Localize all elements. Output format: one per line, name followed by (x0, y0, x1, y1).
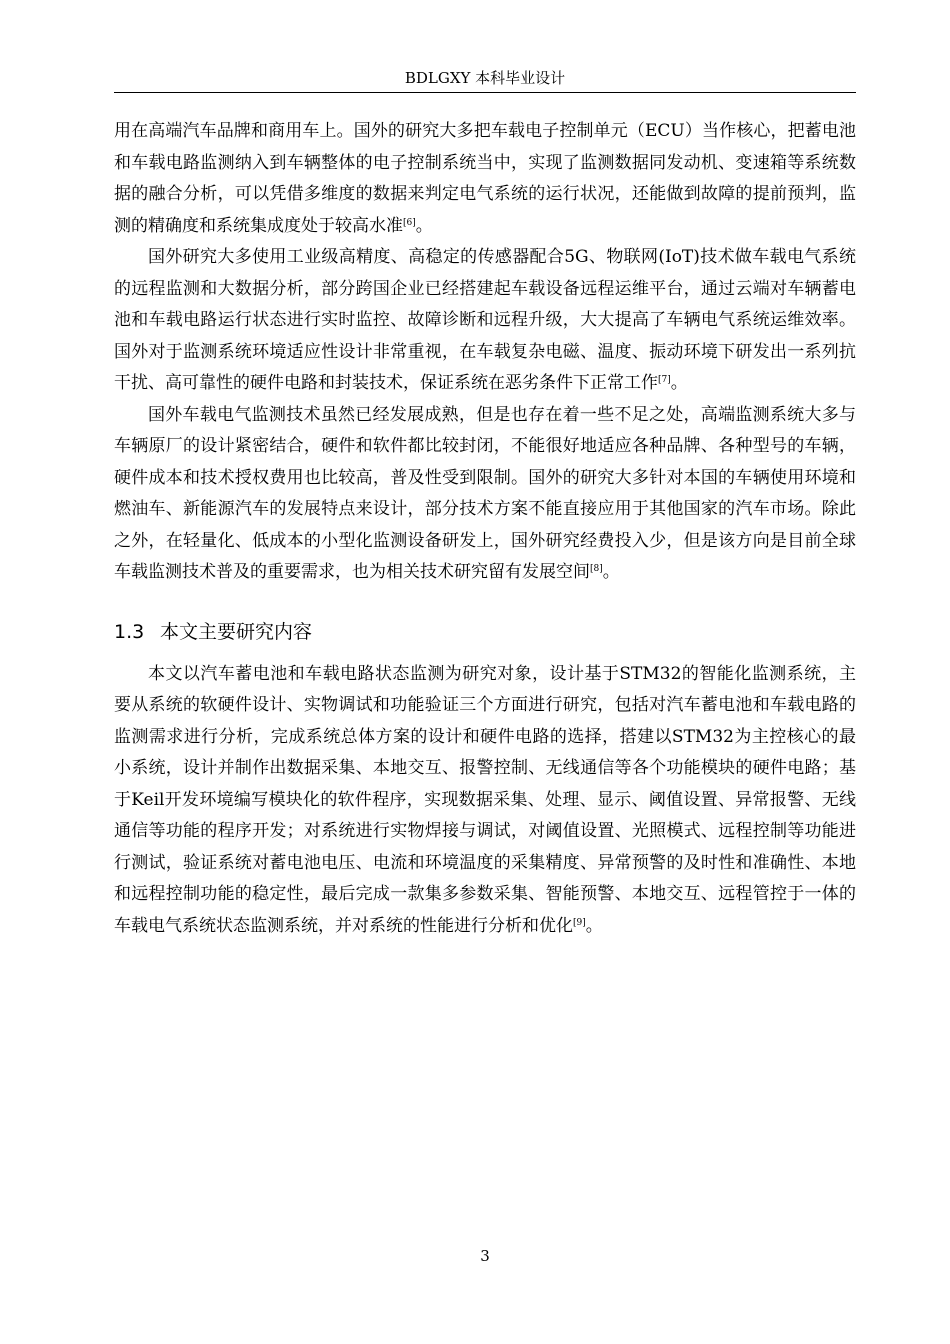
paragraph-end: 。 (670, 373, 688, 393)
section-heading (114, 619, 856, 645)
citation: [8] (590, 564, 603, 574)
paragraph-end: 。 (602, 562, 620, 582)
page-body (114, 116, 856, 942)
section-number: 1.3 (114, 620, 145, 643)
paragraph-end: 。 (585, 915, 603, 936)
section-title: 本文主要研究内容 (160, 620, 313, 643)
paragraph-end: 。 (415, 215, 433, 236)
body-paragraph (114, 659, 856, 943)
body-paragraph (114, 400, 856, 589)
paragraph-text: 国外研究大多使用工业级高精度、高稳定的传感器配合5G、物联网(IoT)技术做车载电气系统的远程监测和大数据分析，部分跨国企业已经搭建起车载设备远程运维平台，通过云端对车辆蓄电池和车载电路运行状态进行实时监控、故障诊断和远程升级，大大提高了车辆电气系统运维效率。国外对于监测系统环境适应性设计非常重视，在车载复杂电磁、温度、振动环境下研发出一系列抗干扰、高可靠性的硬件电路和封装技术，保证系统在恶劣条件下正常工作 (114, 247, 856, 393)
paragraph-text: 本文以汽车蓄电池和车载电路状态监测为研究对象，设计基于STM32的智能化监测系统，主要从系统的软硬件设计、实物调试和功能验证三个方面进行研究，包括对汽车蓄电池和车载电路的监测需求进行分析，完成系统总体方案的设计和硬件电路的选择，搭建以STM32为主控核心的最小系统，设计并制作出数据采集、本地交互、报警控制、无线通信等各个功能模块的硬件电路；基于Keil开发环境编写模块化的软件程序，实现数据采集、处理、显示、阈值设置、异常报警、无线通信等功能的程序开发；对系统进行实物焊接与调试，对阈值设置、光照模式、远程控制等功能进行测试，验证系统对蓄电池电压、电流和环境温度的采集精度、异常预警的及时性和准确性、本地和远程控制功能的稳定性，最后完成一款集多参数采集、智能预警、本地交互、远程管控于一体的车载电气系统状态监测系统，并对系统的性能进行分析和优化 (114, 663, 856, 936)
citation: [6] (403, 217, 416, 228)
body-paragraph (114, 242, 856, 400)
citation: [7] (658, 375, 671, 385)
paragraph-text: 用在高端汽车品牌和商用车上。国外的研究大多把车载电子控制单元（ECU）当作核心，把蓄电池和车载电路监测纳入到车辆整体的电子控制系统当中，实现了监测数据同发动机、变速箱等系统数据的融合分析，可以凭借多维度的数据来判定电气系统的运行状况，还能做到故障的提前预判，监测的精确度和系统集成度处于较高水准 (114, 121, 856, 236)
header-rule (114, 92, 856, 93)
page-number: 3 (480, 1247, 490, 1265)
citation: [9] (573, 917, 586, 928)
body-paragraph (114, 116, 856, 242)
page-header: BDLGXY 本科毕业设计 (404, 69, 566, 87)
paragraph-text: 国外车载电气监测技术虽然已经发展成熟，但是也存在着一些不足之处，高端监测系统大多与车辆原厂的设计紧密结合，硬件和软件都比较封闭，不能很好地适应各种品牌、各种型号的车辆，硬件成本和技术授权费用也比较高，普及性受到限制。国外的研究大多针对本国的车辆使用环境和燃油车、新能源汽车的发展特点来设计，部分技术方案不能直接应用于其他国家的汽车市场。除此之外，在轻量化、低成本的小型化监测设备研发上，国外研究经费投入少，但是该方向是目前全球车载监测技术普及的重要需求，也为相关技术研究留有发展空间 (114, 404, 856, 582)
